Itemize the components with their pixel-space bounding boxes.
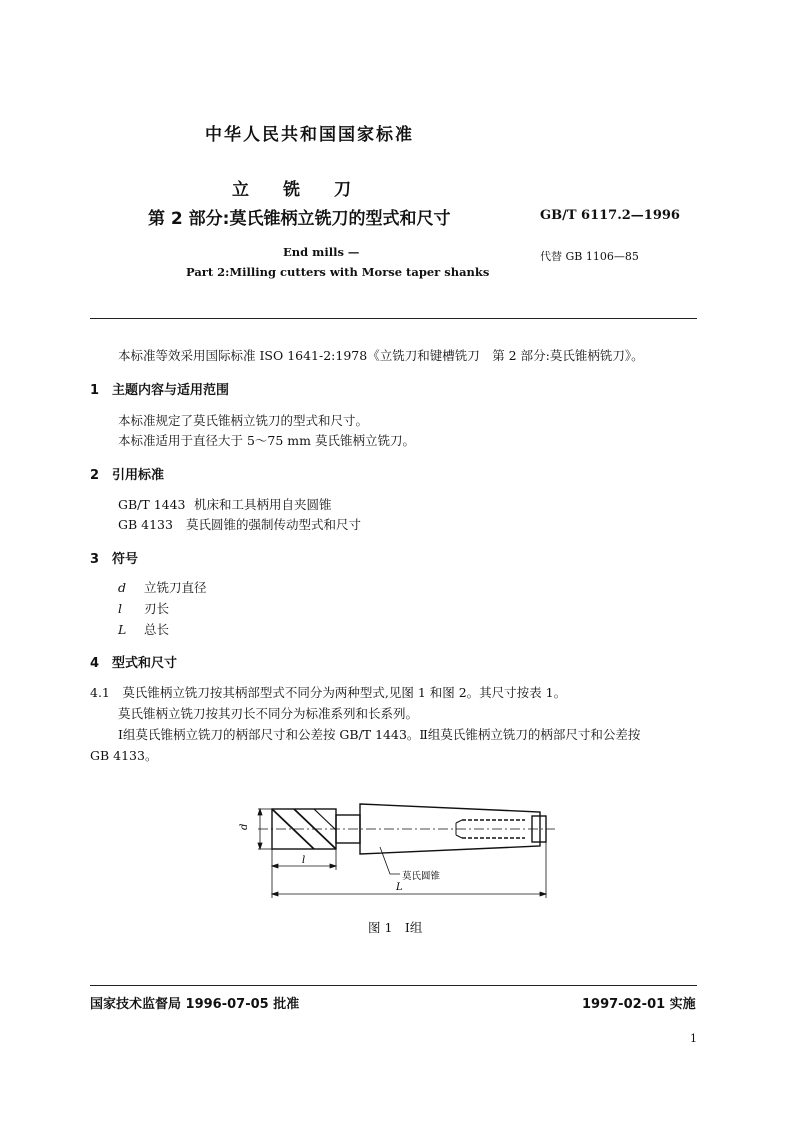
taper-leader [380,847,400,874]
section-3-heading: 3 符号 [90,552,139,567]
section-4-heading: 4 型式和尺寸 [90,656,178,671]
section-2-heading: 2 引用标准 [90,468,165,483]
intro-paragraph: 本标准等效采用国际标准 ISO 1641-2:1978《立铣刀和键槽铣刀 第 2 部分:莫氏锥柄铣刀》。 [118,348,644,363]
title-en-line2: Part 2:Milling cutters with Morse taper shanks [186,265,490,279]
section-1-heading: 1 主题内容与适用范围 [90,383,230,398]
header-divider [90,318,697,319]
ref-title: 莫氏圆锥的强制传动型式和尺寸 [185,517,361,532]
label-morse-taper: 莫氏圆锥 [402,871,441,882]
page-number: 1 [690,1032,697,1045]
section-4-1-paragraph: 4.1 莫氏锥柄立铣刀按其柄部型式不同分为两种型式,见图 1 和图 2。其尺寸按表 1。 [90,685,567,700]
symbol-desc: 立铣刀直径 [143,580,207,595]
section-4-paragraph-2: 莫氏锥柄立铣刀按其刃长不同分为标准系列和长系列。 [118,706,419,721]
symbol: L [118,622,127,637]
section-4-paragraph-3a: Ⅰ组莫氏锥柄立铣刀的柄部尺寸和公差按 GB/T 1443。Ⅱ组莫氏锥柄立铣刀的柄部尺寸和公差按 [118,727,641,742]
footer-divider [90,985,697,986]
figure-1-caption: 图 1 Ⅰ组 [368,920,423,935]
implementation-date: 1997-02-01 实施 [582,997,696,1012]
title-en-line1: End mills — [283,245,360,259]
ref-row [118,495,332,513]
approval-date: 国家技术监督局 1996-07-05 批准 [90,997,300,1012]
label-d: d [239,823,250,830]
section-1-line-1: 本标准规定了莫氏锥柄立铣刀的型式和尺寸。 [118,413,369,428]
symbol: d [118,580,127,595]
standard-number: GB/T 6117.2—1996 [540,208,680,223]
figure-1-drawing [230,790,570,905]
symbol: l [118,601,122,616]
dim-L [272,842,546,898]
symbol-row [118,578,207,596]
symbol-desc: 总长 [143,622,169,637]
section-4-paragraph-3b: GB 4133。 [90,748,158,763]
ref-row [118,515,361,533]
label-L: L [396,882,403,893]
national-standard-title: 中华人民共和国国家标准 [205,125,414,145]
ref-title: 机床和工具柄用自夹圆锥 [193,497,332,512]
symbol-row [118,620,169,638]
title-cn-line1: 立 铣 刀 [232,180,351,200]
symbol-row [118,599,169,617]
ref-code: GB/T 1443 [118,497,186,512]
label-l: l [302,855,306,866]
section-1-line-2: 本标准适用于直径大于 5～75 mm 莫氏锥柄立铣刀。 [118,433,415,448]
symbol-desc: 刃长 [143,601,169,616]
ref-code: GB 4133 [118,517,173,532]
title-cn-line2: 第 2 部分:莫氏锥柄立铣刀的型式和尺寸 [148,209,451,229]
replaces-standard: 代替 GB 1106—85 [540,250,639,263]
